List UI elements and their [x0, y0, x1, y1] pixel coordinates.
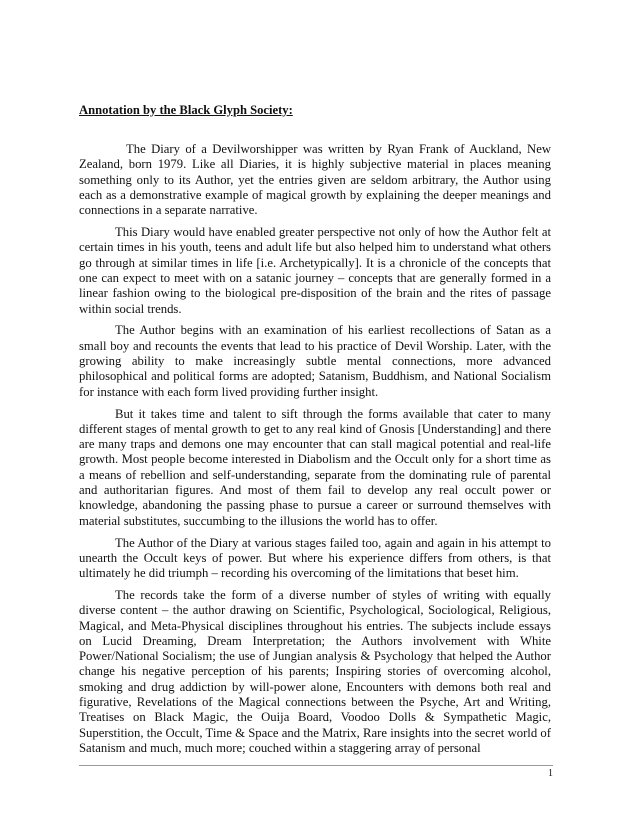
paragraph-6: The records take the form of a diverse number of styles of writing with equally diverse content – the author drawing on Scientific, Psychological, Sociological, Religious, Magical, and Meta-Physical disciplines throughout his entries. The subjects include essays on Lucid Dreaming, Dream Interpretation; the Authors involvement with White Power/National Socialism; the use of Jungian analysis & Psychology that helped the Author change his negative perception of his parents; Inspiring stories of overcoming alcohol, smoking and drug addiction by will-power alone, Encounters with demons both real and figurative, Revelations of the Magical connections between the Psyche, Art and Writing, Treatises on Black Magic, the Ouija Board, Voodoo Dolls & Sympathetic Magic, Superstition, the Occult, Time & Space and the Matrix, Rare insights into the secret world of Satanism and much, much more; couched within a staggering array of personal: [79, 587, 551, 755]
page-number: 1: [548, 768, 553, 779]
document-body: [79, 142, 551, 763]
paragraph-3: The Author begins with an examination of his earliest recollections of Satan as a small boy and recounts the events that lead to his practice of Devil Worship. Later, with the growing ability to make increasingly subtle mental connections, more advanced philosophical and political forms are adopted; Satanism, Buddhism, and National Socialism for instance with each form lived providing further insight.: [79, 323, 551, 399]
paragraph-5: The Author of the Diary at various stages failed too, again and again in his attempt to unearth the Occult keys of power. But where his experience differs from others, is that ultimately he did triumph – recording his overcoming of the limitations that beset him.: [79, 535, 551, 581]
paragraph-2: This Diary would have enabled greater perspective not only of how the Author felt at certain times in his youth, teens and adult life but also helped him to understand what others go through at similar times in life [i.e. Archetypically]. It is a chronicle of the concepts that one can expect to meet with on a satanic journey – concepts that are generally formed in a linear fashion owing to the biological pre-disposition of the brain and the rites of passage within social trends.: [79, 225, 551, 316]
footer-rule: [79, 765, 553, 766]
paragraph-4: But it takes time and talent to sift through the forms available that cater to many different stages of mental growth to get to any real kind of Gnosis [Understanding] and there are many traps and demons one may encounter that can stall magical potential and real-life growth. Most people become interested in Diabolism and the Occult only for a short time as a means of rebellion and self-understanding, separate from the dominating rule of parental and authoritarian figures. And most of them fail to develop any real occult power or knowledge, abandoning the passing phase to pursue a career or surround themselves with material substitutes, succumbing to the illusions the world has to offer.: [79, 406, 551, 528]
paragraph-1: The Diary of a Devilworshipper was written by Ryan Frank of Auckland, New Zealand, born 1979. Like all Diaries, it is highly subjective material in places meaning something only to its Author, yet the entries given are seldom arbitrary, the Author using each as a demonstrative example of magical growth by explaining the deeper meanings and connections in a separate narrative.: [79, 142, 551, 218]
document-heading: Annotation by the Black Glyph Society:: [79, 103, 293, 117]
